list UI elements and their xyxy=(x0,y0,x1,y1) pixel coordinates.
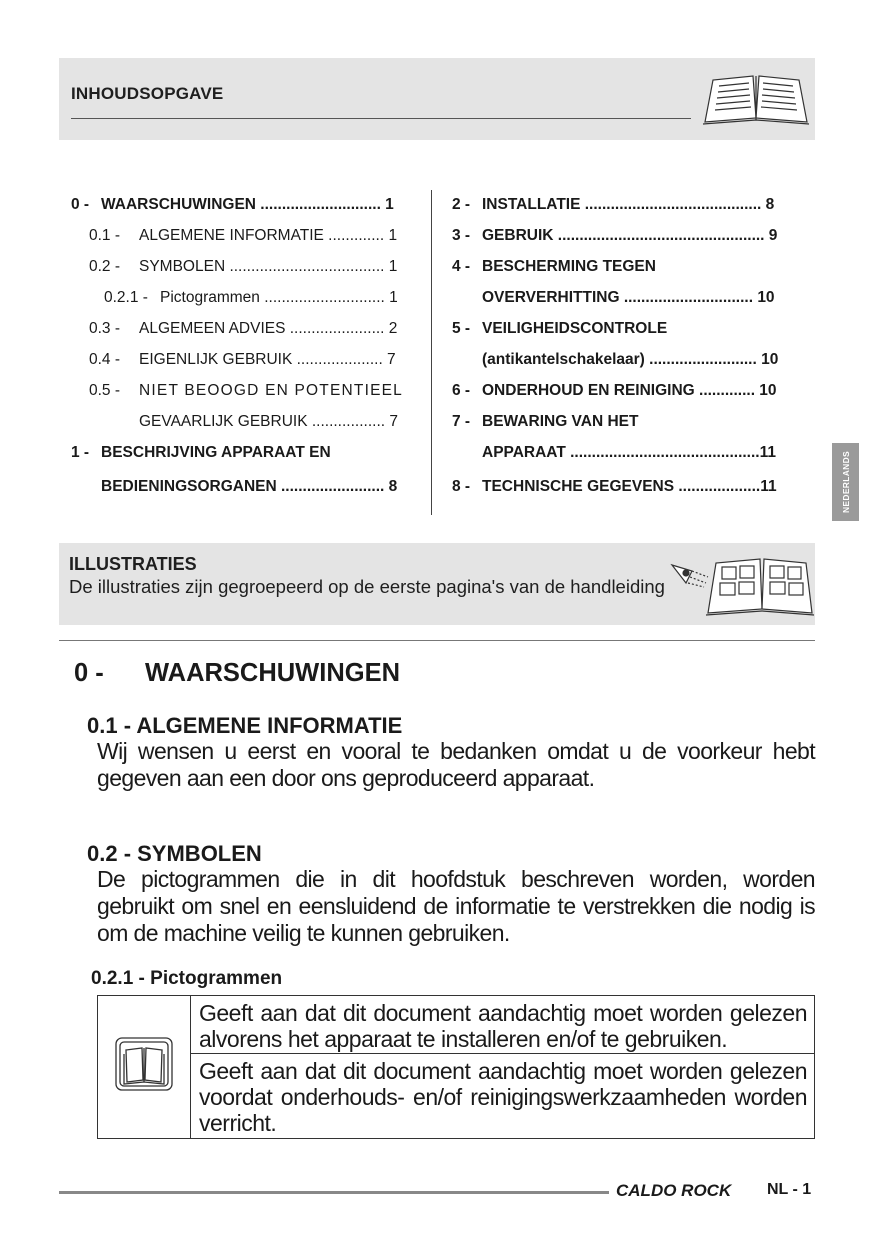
manual-book-icon xyxy=(114,1036,174,1092)
page-number: NL - 1 xyxy=(767,1181,812,1198)
subsection-heading-0-2: 0.2 - SYMBOLEN xyxy=(87,841,262,866)
section-number: 0 - xyxy=(74,659,104,687)
subsection-text-0-1: Wij wensen u eerst en vooral te bedanken omdat u de voorkeur hebt gegeven aan een door ons geproduceerd apparaat. xyxy=(97,738,815,791)
language-tab-label: NEDERLANDS xyxy=(840,450,851,514)
illustrated-book-icon xyxy=(664,553,814,617)
illustrations-text: De illustraties zijn gegroepeerd op de eerste pagina's van de handleiding xyxy=(69,576,665,597)
section-divider xyxy=(59,640,815,641)
footer-rule xyxy=(59,1191,609,1194)
subsection-heading-0-1: 0.1 - ALGEMENE INFORMATIE xyxy=(87,713,403,738)
toc-title: INHOUDSOPGAVE xyxy=(71,84,224,103)
pictogram-table xyxy=(97,995,815,1139)
subsection-text-0-2: De pictogrammen die in dit hoofdstuk beschreven worden, worden gebruikt om snel en eensluidend de informatie te verstrekken die nodig is om de machine veilig te kunnen gebruiken. xyxy=(97,866,815,946)
toc-title-rule xyxy=(71,118,691,119)
footer-brand: CALDO ROCK xyxy=(616,1181,732,1200)
toc-column-divider xyxy=(431,190,432,515)
pictogram-description-read-before-install: Geeft aan dat dit document aandachtig moet worden gelezen alvorens het apparaat te installeren en/of te gebruiken. xyxy=(191,996,814,1054)
toc-header xyxy=(59,58,815,140)
language-tab xyxy=(832,443,859,521)
pictogram-description-read-before-maintenance: Geeft aan dat dit document aandachtig moet worden gelezen voordat onderhouds- en/of reinigingswerkzaamheden worden verricht. xyxy=(199,1058,807,1136)
illustrations-title: ILLUSTRATIES xyxy=(69,554,197,574)
subsection-heading-0-2-1: 0.2.1 - Pictogrammen xyxy=(91,968,283,989)
section-title: WAARSCHUWINGEN xyxy=(145,659,400,687)
pictogram-icon-cell xyxy=(98,996,191,1138)
open-book-icon xyxy=(701,70,811,126)
illustrations-box xyxy=(59,543,815,625)
